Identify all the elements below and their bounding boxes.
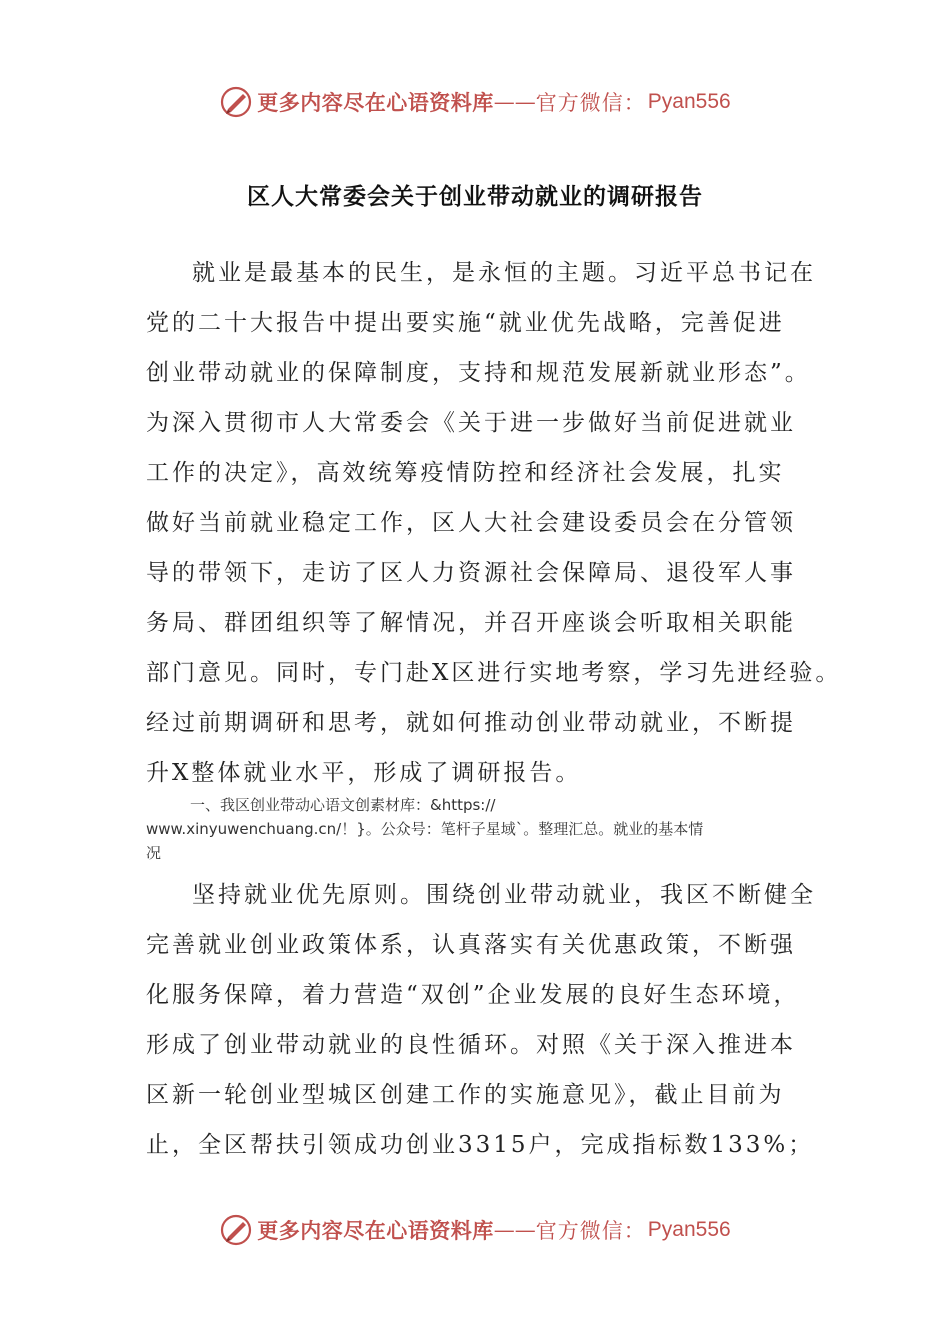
banner-dash: —— [493, 90, 536, 114]
document-title: 区人大常委会关于创业带动就业的调研报告 [247, 184, 703, 210]
text-line: 升X整体就业水平，形成了调研报告。 [146, 760, 582, 786]
text-line: 做好当前就业稳定工作，区人大社会建设委员会在分管领 [146, 510, 796, 536]
banner-main-text: 更多内容尽在心语资料库 [257, 1218, 494, 1243]
text-line: 形成了创业带动就业的良性循环。对照《关于深入推进本 [146, 1032, 796, 1058]
text-line: 导的带领下，走访了区人力资源社会保障局、退役军人事 [146, 560, 796, 586]
text-line: 创业带动就业的保障制度，支持和规范发展新就业形态”。 [146, 360, 811, 386]
text-line: 化服务保障，着力营造“双创”企业发展的良好生态环境， [146, 982, 800, 1008]
note-line: 况 [146, 844, 162, 862]
paragraph-intro [146, 248, 842, 798]
text-line: 务局、群团组织等了解情况，并召开座谈会听取相关职能 [146, 610, 796, 636]
text-line: 坚持就业优先原则。围绕创业带动就业，我区不断健全 [192, 882, 816, 908]
text-line: 就业是最基本的民生，是永恒的主题。习近平总书记在 [192, 260, 816, 286]
text-line: 部门意见。同时，专门赴X区进行实地考察，学习先进经验。 [146, 660, 842, 686]
text-line: 党的二十大报告中提出要实施“就业优先战略，完善促进 [146, 310, 785, 336]
banner-dash: —— [493, 1218, 536, 1242]
text-line: 完善就业创业政策体系，认真落实有关优惠政策，不断强 [146, 932, 796, 958]
banner-wechat-id: Pyan556 [647, 90, 731, 113]
paragraph-employment-principle [146, 870, 836, 1170]
text-line: 止，全区帮扶引领成功创业3315户，完成指标数133%； [146, 1132, 815, 1158]
note-line: www.xinyuwenchuang.cn/！}。公众号：笔杆子星域`。整理汇总。就业的基本情 [146, 820, 704, 838]
banner-wechat-id: Pyan556 [647, 1218, 731, 1241]
text-line: 区新一轮创业型城区创建工作的实施意见》，截止目前为 [146, 1082, 785, 1108]
note-line: 一、我区创业带动心语文创素材库：&https:// [190, 796, 496, 814]
footer-banner [0, 1210, 950, 1250]
section-heading-note [146, 793, 826, 865]
text-line: 为深入贯彻市人大常委会《关于进一步做好当前促进就业 [146, 410, 796, 436]
text-line: 工作的决定》，高效统筹疫情防控和经济社会发展，扎实 [146, 460, 785, 486]
pen-logo-icon [219, 85, 253, 119]
header-banner [0, 82, 950, 122]
banner-main-text: 更多内容尽在心语资料库 [257, 90, 494, 115]
banner-wechat-label: 官方微信： [535, 91, 646, 115]
text-line: 经过前期调研和思考，就如何推动创业带动就业，不断提 [146, 710, 796, 736]
pen-logo-icon [219, 1213, 253, 1247]
banner-wechat-label: 官方微信： [535, 1219, 646, 1243]
